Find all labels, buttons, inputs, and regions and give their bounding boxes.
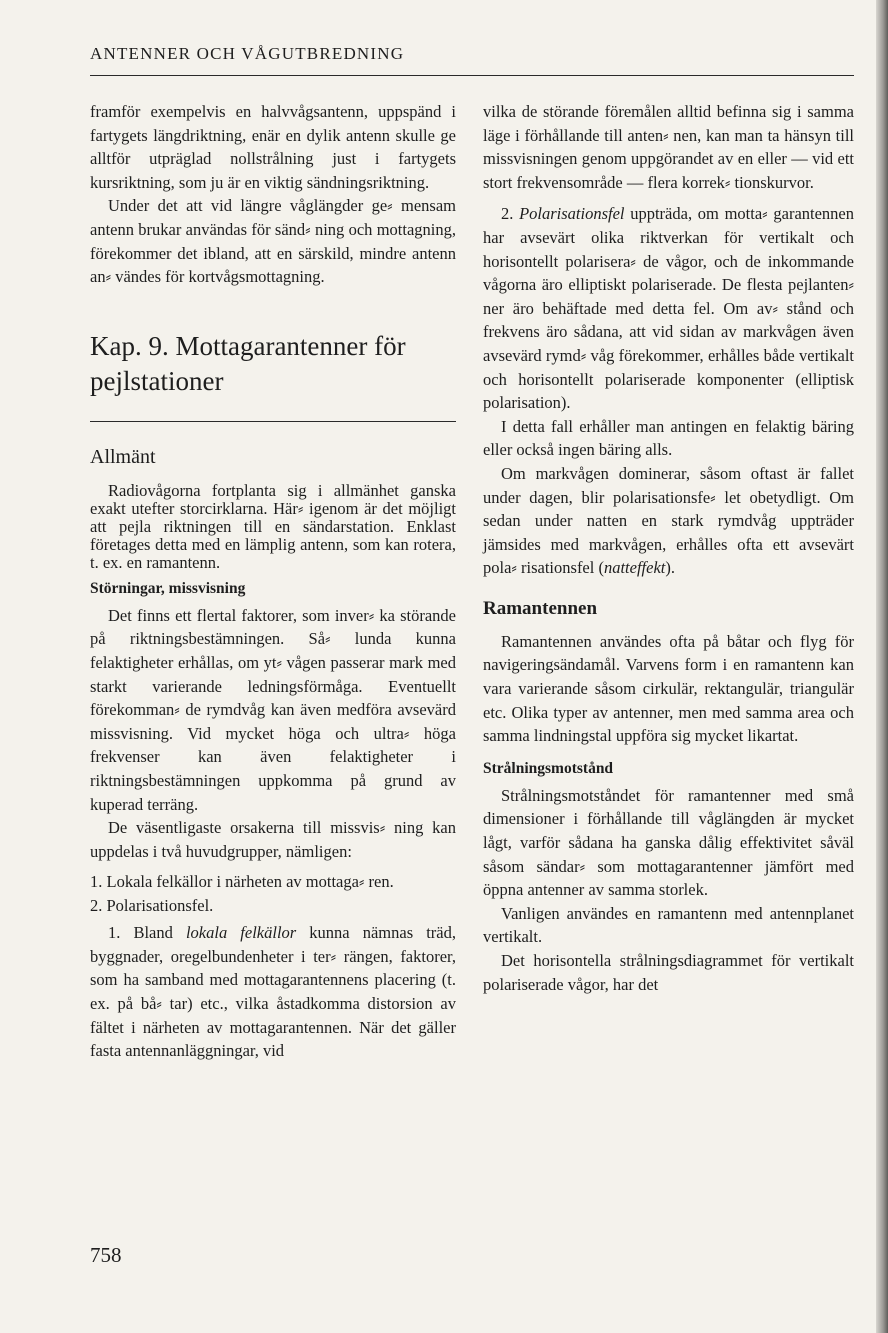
chapter-rule	[90, 421, 456, 422]
paragraph: Det horisontella strålningsdiagrammet för vertikalt polariserade vågor, har det	[483, 951, 854, 994]
paragraph	[483, 202, 854, 414]
section-heading-allmant: Allmänt	[90, 445, 156, 468]
paragraph: De väsentligaste orsakerna till missvis⸗ ning kan uppdelas i två huvudgrupper, nämligen:	[90, 818, 456, 861]
list-item: 1. Lokala felkällor i närheten av mottaga⸗ ren.	[90, 872, 394, 892]
paragraph: I detta fall erhåller man antingen en felaktig bäring eller också ingen bäring alls.	[483, 416, 854, 460]
emphasis: natteffekt	[603, 558, 666, 578]
page-number: 758	[90, 1243, 122, 1267]
emphasis: lokala felkällor	[185, 923, 297, 943]
text-run: Om markvågen dominerar, såsom oftast är fallet under dagen, blir polarisationsfe⸗ let obetydligt. Om sedan under natten en stark rymdvåg uppträder jämsides med markvågen, erhålles ofta ett avsevärt pola⸗ risationsfel (	[483, 463, 854, 578]
text-run: 1. Bland	[108, 923, 186, 943]
left-column	[90, 100, 456, 1063]
paragraph: Strålningsmotståndet för ramantenner med små dimensioner i förhållande till våglängden är mycket lågt, varför sådana ha ganska dålig effektivitet såväl såsom sändar⸗ som mottagarantenner jämfört med öppna antenner av samma storlek.	[483, 785, 854, 900]
paragraph	[90, 921, 456, 1063]
text-run: ).	[665, 558, 675, 578]
running-head: ANTENNER OCH VÅGUTBREDNING	[90, 44, 405, 63]
text-run: kunna nämnas träd, byggnader, oregelbundenheter i ter⸗ rängen, faktorer, som ha samband med mottagarantennens placering (t. ex. på bå⸗ tar) etc., vilka åstadkomma distorsion av fältet i närheten av mottagarantennen. När det gäller fasta antennanläggningar, vid	[90, 923, 456, 1061]
page-edge	[876, 0, 888, 1333]
list-item: 2. Polarisationsfel.	[90, 896, 214, 916]
subheading-stralningsmotstand: Strålningsmotstånd	[483, 759, 614, 777]
paragraph: Det finns ett flertal faktorer, som inver⸗ ka störande på riktningsbestämningen. Så⸗ lunda kunna felaktigheter erhållas, om yt⸗ vågen passerar mark med starkt varierande ledningsförmåga. Eventuellt förekomman⸗ de rymdvåg kan även medföra avsevärd missvisning. Vid mycket höga och ultra⸗ höga frekvenser kan även felaktigheter i riktningsbestämningen uppkomma på grund av kuperad terräng.	[90, 605, 456, 814]
section-heading-ramantennen: Ramantennen	[483, 597, 598, 619]
text-run: 2.	[501, 204, 520, 224]
right-column	[483, 100, 854, 996]
paragraph: Radiovågorna fortplanta sig i allmänhet ganska exakt utefter storcirklarna. Här⸗ igenom är det möjligt att pejla riktningen till en sändarstation. Enklast företages detta med en lämplig antenn, som kan rotera, t. ex. en ramantenn.	[90, 480, 456, 572]
paragraph: vilka de störande föremålen alltid befinna sig i samma läge i förhållande till anten⸗ nen, kan man ta hänsyn till missvisningen genom uppgörandet av en eller — vid ett stort frekvensområde — flera korrek⸗ tionskurvor.	[483, 102, 854, 192]
chapter-title: Kap. 9. Mottagarantenner för pejlstationer	[90, 330, 406, 396]
subheading-storningar: Störningar, missvisning	[90, 579, 246, 597]
paragraph: Ramantennen användes ofta på båtar och flyg för navigeringsändamål. Varvens form i en ramantenn kan vara varierande såsom cirkulär, rektangulär, triangulär etc. Olika typer av antenner, men med samma area och samma lindningstal uppföra sig mycket likartat.	[483, 631, 854, 746]
emphasis: Polarisationsfel	[519, 204, 625, 224]
paragraph: framför exempelvis en halvvågsantenn, uppspänd i fartygets längdriktning, enär en dylik antenn skulle ge alltför utpräglad nollstrålning just i fartygets kursriktning, som ju är en viktig sändningsriktning.	[90, 102, 456, 192]
header-rule	[90, 75, 854, 76]
paragraph: Vanligen användes en ramantenn med antennplanet vertikalt.	[483, 903, 854, 947]
text-run: uppträda, om motta⸗ garantennen har avsevärt olika riktverkan för vertikalt och horisontellt polarisera⸗ de vågor, och de inkommande vågorna äro elliptiskt polariserade. De flesta pejlanten⸗ ner äro behäftade med detta fel. Om av⸗ stånd och frekvens äro sådana, att vid sidan av markvågen även avsevärd rymd⸗ våg förekommer, erhålles både vertikalt och horisontellt polariserade komponenter (elliptisk polarisation).	[483, 204, 854, 413]
paragraph	[483, 462, 854, 580]
paragraph: Under det att vid längre våglängder ge⸗ mensam antenn brukar användas för sänd⸗ ning och mottagning, förekommer det ibland, att en särskild, mindre antenn an⸗ vändes för kortvågsmottagning.	[90, 196, 456, 287]
